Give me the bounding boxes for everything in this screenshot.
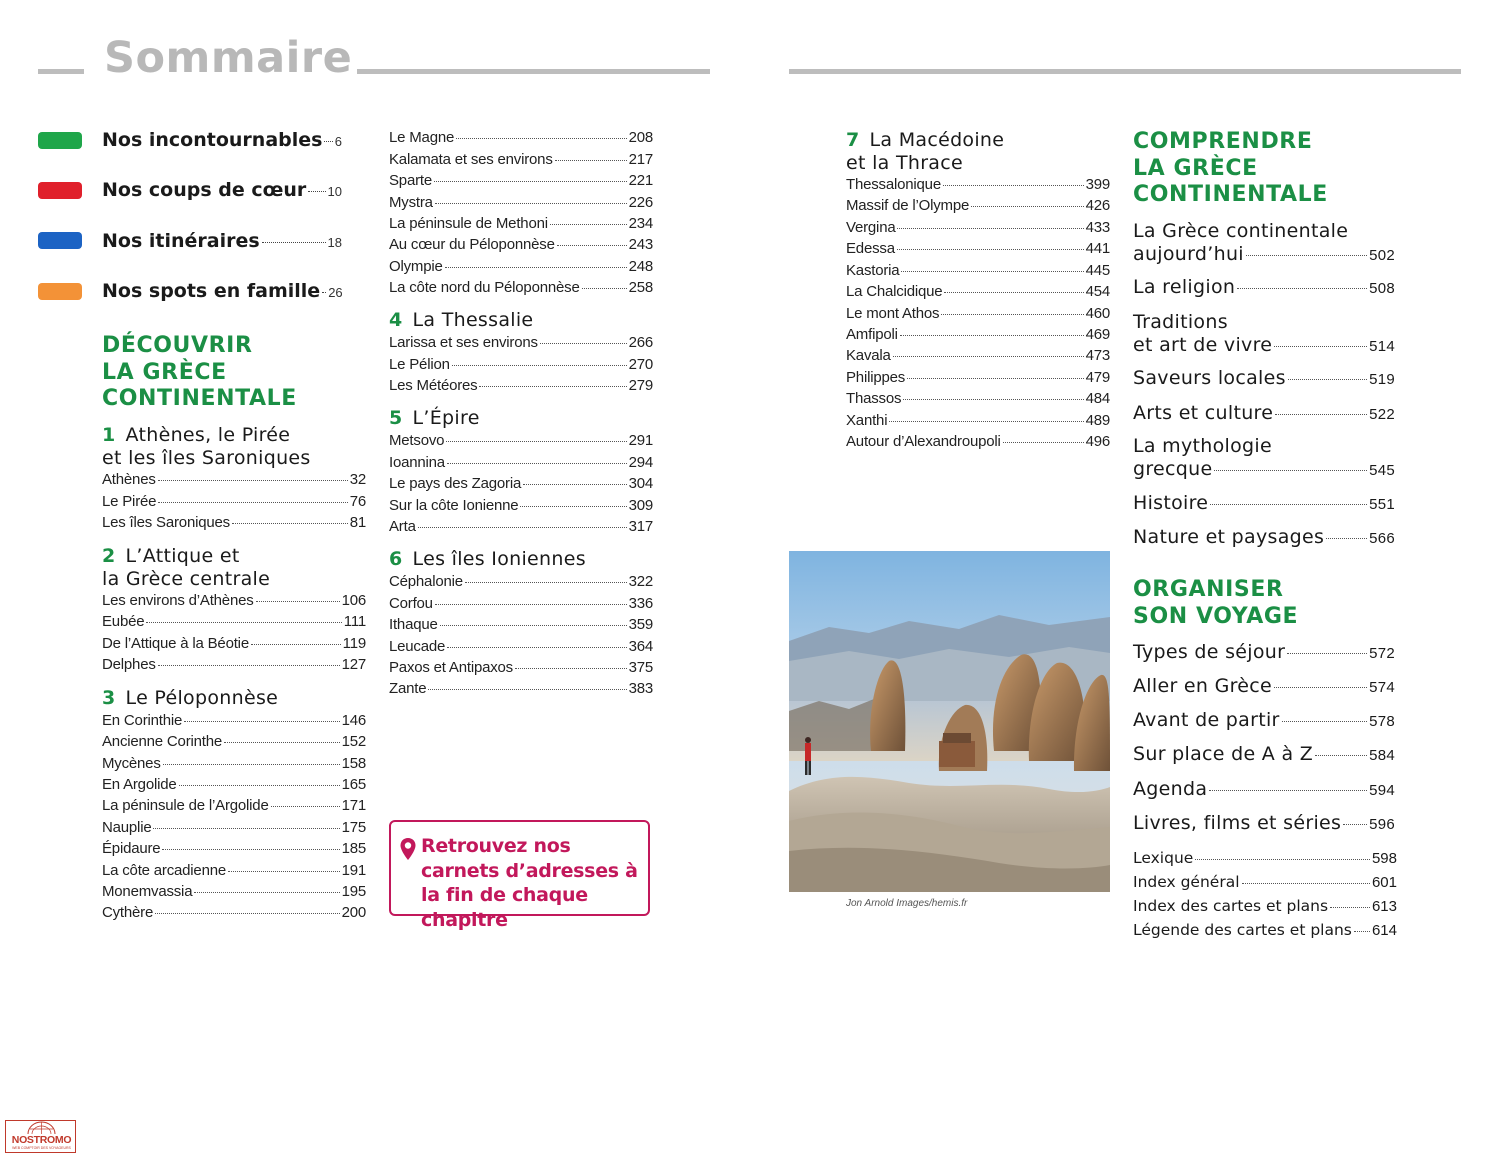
toc-entry[interactable]: Au cœur du Péloponnèse 243 [389, 236, 653, 253]
highlight-itineraires[interactable]: Nos itinéraires 18 [102, 230, 342, 252]
toc-entry[interactable]: Livres, films et séries 596 [1133, 812, 1395, 834]
toc-entry[interactable]: En Argolide 165 [102, 776, 366, 793]
toc-entry[interactable]: Céphalonie 322 [389, 573, 653, 590]
page-title: Sommaire [104, 33, 353, 83]
toc-entry[interactable]: Mycènes 158 [102, 755, 366, 772]
toc-entry[interactable]: Kastoria 445 [846, 262, 1110, 279]
chapter-heading-7: 7 La Macédoine et la Thrace [846, 129, 1005, 174]
toc-entry[interactable]: Ithaque 359 [389, 616, 653, 633]
toc-entry[interactable]: Légende des cartes et plans 614 [1133, 921, 1397, 939]
toc-entry[interactable]: Types de séjour 572 [1133, 641, 1395, 663]
toc-entry[interactable]: Xanthi 489 [846, 412, 1110, 429]
toc-entry[interactable]: Avant de partir 578 [1133, 709, 1395, 731]
toc-entry[interactable]: La côte arcadienne 191 [102, 862, 366, 879]
toc-entry[interactable]: Les environs d’Athènes 106 [102, 592, 366, 609]
highlight-coups-de-coeur[interactable]: Nos coups de cœur 10 [102, 179, 342, 201]
toc-entry[interactable]: Le pays des Zagoria 304 [389, 475, 653, 492]
toc-entry[interactable]: Zante 383 [389, 680, 653, 697]
toc-entry[interactable]: Le mont Athos 460 [846, 305, 1110, 322]
toc-entry[interactable]: grecque 545 [1133, 458, 1395, 480]
toc-entry[interactable]: Nauplie 175 [102, 819, 366, 836]
toc-entry[interactable]: Amfipoli 469 [846, 326, 1110, 343]
nostromo-logo: NOSTROMO WEB COMPTOIR DES VOYAGEURS [5, 1120, 76, 1153]
photo-credit: Jon Arnold Images/hemis.fr [846, 898, 968, 909]
toc-entry[interactable]: Corfou 336 [389, 595, 653, 612]
toc-entry[interactable]: La Chalcidique 454 [846, 283, 1110, 300]
globe-icon [6, 1121, 77, 1135]
toc-entry[interactable]: Arta 317 [389, 518, 653, 535]
toc-entry[interactable]: Kavala 473 [846, 347, 1110, 364]
location-pin-icon [399, 837, 417, 861]
toc-entry[interactable]: Le Pélion 270 [389, 356, 653, 373]
toc-entry[interactable]: La mythologie [1133, 435, 1272, 457]
toc-entry[interactable]: Le Pirée 76 [102, 493, 366, 510]
blue-bar-icon [38, 232, 82, 249]
toc-entry[interactable]: De l’Attique à la Béotie 119 [102, 635, 366, 652]
toc-entry[interactable]: La péninsule de Methoni 234 [389, 215, 653, 232]
toc-entry[interactable]: Sur la côte Ionienne 309 [389, 497, 653, 514]
toc-entry[interactable]: Monemvassia 195 [102, 883, 366, 900]
section-heading-organiser: ORGANISER SON VOYAGE [1133, 577, 1299, 629]
toc-entry[interactable]: Les îles Saroniques 81 [102, 514, 366, 531]
toc-entry[interactable]: Les Météores 279 [389, 377, 653, 394]
toc-entry[interactable]: Agenda 594 [1133, 778, 1395, 800]
toc-entry[interactable]: Index général 601 [1133, 873, 1397, 891]
toc-entry[interactable]: Thessalonique 399 [846, 176, 1110, 193]
toc-entry[interactable]: La Grèce continentale [1133, 220, 1349, 242]
toc-entry[interactable]: Leucade 364 [389, 638, 653, 655]
green-bar-icon [38, 132, 82, 149]
toc-entry[interactable]: Épidaure 185 [102, 840, 366, 857]
right-page-rule [789, 69, 1461, 74]
toc-entry[interactable]: Saveurs locales 519 [1133, 367, 1395, 389]
highlight-spots-famille[interactable]: Nos spots en famille 26 [102, 280, 343, 302]
toc-entry[interactable]: Traditions [1133, 311, 1228, 333]
chapter-heading-4: 4 La Thessalie [389, 309, 534, 331]
chapter-heading-5: 5 L’Épire [389, 407, 480, 429]
toc-entry[interactable]: Arts et culture 522 [1133, 402, 1395, 424]
red-bar-icon [38, 182, 82, 199]
title-rule-right [357, 69, 710, 74]
toc-entry[interactable]: Sparte 221 [389, 172, 653, 189]
toc-entry[interactable]: Eubée 111 [102, 613, 366, 630]
title-rule-left [38, 69, 84, 74]
address-callout-box [389, 820, 650, 931]
toc-entry[interactable]: Lexique 598 [1133, 849, 1397, 867]
toc-entry[interactable]: Massif de l’Olympe 426 [846, 197, 1110, 214]
toc-entry[interactable]: Aller en Grèce 574 [1133, 675, 1395, 697]
toc-entry[interactable]: Philippes 479 [846, 369, 1110, 386]
toc-entry[interactable]: Autour d’Alexandroupoli 496 [846, 433, 1110, 450]
toc-entry[interactable]: Histoire 551 [1133, 492, 1395, 514]
chapter-heading-6: 6 Les îles Ioniennes [389, 548, 586, 570]
toc-entry[interactable]: Olympie 248 [389, 258, 653, 275]
toc-entry[interactable]: aujourd’hui 502 [1133, 243, 1395, 265]
toc-entry[interactable]: En Corinthie 146 [102, 712, 366, 729]
toc-entry[interactable]: et art de vivre 514 [1133, 334, 1395, 356]
toc-entry[interactable]: Sur place de A à Z 584 [1133, 743, 1395, 765]
toc-entry[interactable]: La côte nord du Péloponnèse 258 [389, 279, 653, 296]
toc-entry[interactable]: Thassos 484 [846, 390, 1110, 407]
toc-entry[interactable]: Larissa et ses environs 266 [389, 334, 653, 351]
chapter-heading-3: 3 Le Péloponnèse [102, 687, 279, 709]
toc-entry[interactable]: Index des cartes et plans 613 [1133, 897, 1397, 915]
toc-entry[interactable]: Delphes 127 [102, 656, 366, 673]
toc-entry[interactable]: Paxos et Antipaxos 375 [389, 659, 653, 676]
toc-entry[interactable]: Metsovo 291 [389, 432, 653, 449]
toc-entry[interactable]: La péninsule de l’Argolide 171 [102, 797, 366, 814]
meteora-photo [789, 551, 1110, 892]
section-heading-decouvrir: DÉCOUVRIR LA GRÈCE CONTINENTALE [102, 333, 297, 411]
section-heading-comprendre: COMPRENDRE LA GRÈCE CONTINENTALE [1133, 129, 1328, 207]
toc-entry[interactable]: Edessa 441 [846, 240, 1110, 257]
toc-entry[interactable]: Vergina 433 [846, 219, 1110, 236]
toc-entry[interactable]: Ioannina 294 [389, 454, 653, 471]
toc-entry[interactable]: Ancienne Corinthe 152 [102, 733, 366, 750]
toc-entry[interactable]: Mystra 226 [389, 194, 653, 211]
toc-entry[interactable]: La religion 508 [1133, 276, 1395, 298]
orange-bar-icon [38, 283, 82, 300]
toc-entry[interactable]: Kalamata et ses environs 217 [389, 151, 653, 168]
highlight-incontournables[interactable]: Nos incontournables 6 [102, 129, 342, 151]
toc-entry[interactable]: Athènes 32 [102, 471, 366, 488]
chapter-heading-1: 1 Athènes, le Pirée et les îles Saroniques [102, 424, 311, 469]
toc-entry[interactable]: Cythère 200 [102, 904, 366, 921]
callout-text: Retrouvez nos carnets d’adresses à la fin de chaque chapitre [421, 835, 638, 931]
toc-entry[interactable]: Le Magne 208 [389, 129, 653, 146]
chapter-heading-2: 2 L’Attique et la Grèce centrale [102, 545, 271, 590]
toc-entry[interactable]: Nature et paysages 566 [1133, 526, 1395, 548]
